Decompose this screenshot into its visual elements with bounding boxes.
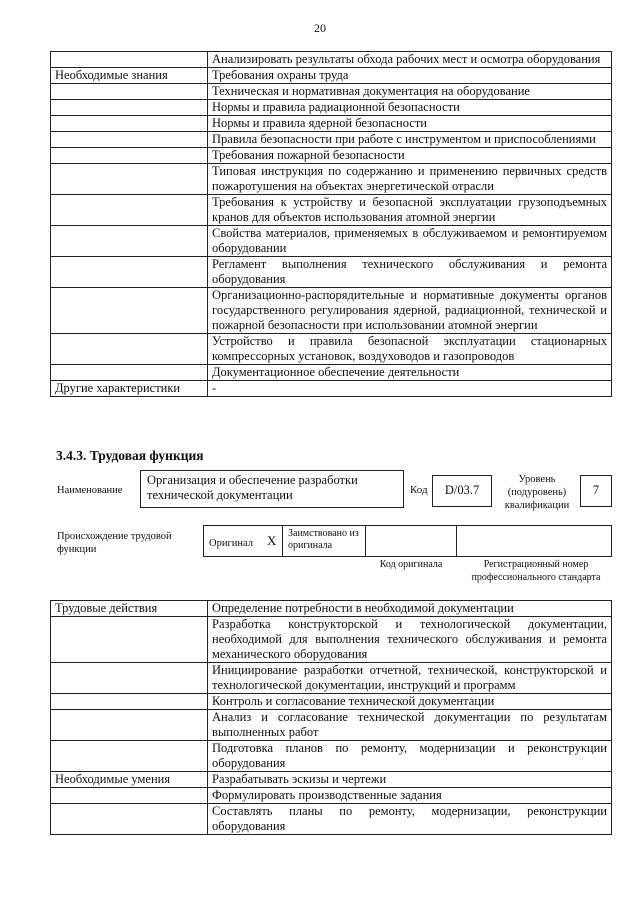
knowledge-item-cell: Правила безопасности при работе с инструментом и приспособлениями xyxy=(208,132,612,148)
actions-table xyxy=(50,600,612,835)
knowledge-item-cell: Требования охраны труда xyxy=(208,68,612,84)
knowledge-row xyxy=(51,195,612,226)
knowledge-item-cell: Документационное обеспечение деятельности xyxy=(208,365,612,381)
knowledge-category-cell xyxy=(51,334,208,365)
action-category-cell xyxy=(51,663,208,694)
action-category-cell xyxy=(51,804,208,835)
code-original-cell xyxy=(365,525,457,557)
knowledge-row xyxy=(51,334,612,365)
knowledge-row xyxy=(51,257,612,288)
action-row xyxy=(51,741,612,772)
knowledge-item-cell: Нормы и правила радиационной безопасности xyxy=(208,100,612,116)
knowledge-category-cell xyxy=(51,148,208,164)
knowledge-item-cell: Устройство и правила безопасной эксплуатации стационарных компрессорных установок, воздуховодов и газопроводов xyxy=(208,334,612,365)
action-item-cell: Анализ и согласование технической документации по результатам выполненных работ xyxy=(208,710,612,741)
action-row xyxy=(51,788,612,804)
action-category-cell xyxy=(51,694,208,710)
level-value: 7 xyxy=(592,483,600,497)
level-box xyxy=(580,475,612,507)
knowledge-item-cell: Организационно-распорядительные и нормативные документы органов государственного регулирования ядерной, радиационной, технической и пожарной безопасности при использовании атомной энергии xyxy=(208,288,612,334)
action-row xyxy=(51,772,612,788)
action-category-cell xyxy=(51,710,208,741)
level-label: Уровень (подуровень) квалификации xyxy=(504,474,570,511)
action-row xyxy=(51,710,612,741)
knowledge-item-cell: - xyxy=(208,381,612,397)
action-item-cell: Подготовка планов по ремонту, модернизации и реконструкции оборудования xyxy=(208,741,612,772)
action-category-cell xyxy=(51,788,208,804)
knowledge-row xyxy=(51,365,612,381)
action-category-cell: Трудовые действия xyxy=(51,601,208,617)
knowledge-category-cell xyxy=(51,257,208,288)
knowledge-category-cell xyxy=(51,288,208,334)
borrowed-cell xyxy=(282,525,366,557)
action-item-cell: Разработка конструкторской и технологической документации, необходимой для выполнения технического обслуживания и ремонта механического оборудования xyxy=(208,617,612,663)
knowledge-category-cell: Необходимые знания xyxy=(51,68,208,84)
function-name-value: Организация и обеспечение разработки технической документации xyxy=(147,473,358,502)
knowledge-row xyxy=(51,100,612,116)
knowledge-row xyxy=(51,116,612,132)
action-category-cell xyxy=(51,741,208,772)
action-row xyxy=(51,663,612,694)
page-number: 20 xyxy=(314,21,326,35)
knowledge-category-cell xyxy=(51,132,208,148)
original-cell xyxy=(203,525,283,557)
knowledge-row xyxy=(51,381,612,397)
action-row xyxy=(51,804,612,835)
knowledge-row xyxy=(51,68,612,84)
action-item-cell: Разрабатывать эскизы и чертежи xyxy=(208,772,612,788)
action-item-cell: Составлять планы по ремонту, модернизации, реконструкции оборудования xyxy=(208,804,612,835)
name-label: Наименование xyxy=(57,485,123,496)
action-item-cell: Контроль и согласование технической документации xyxy=(208,694,612,710)
function-name-box xyxy=(140,470,404,508)
knowledge-item-cell: Типовая инструкция по содержанию и применению первичных средств пожаротушения на объектах энергетической отрасли xyxy=(208,164,612,195)
knowledge-row xyxy=(51,148,612,164)
knowledge-row xyxy=(51,164,612,195)
action-row xyxy=(51,601,612,617)
knowledge-category-cell xyxy=(51,116,208,132)
action-item-cell: Определение потребности в необходимой документации xyxy=(208,601,612,617)
code-box xyxy=(432,475,492,507)
code-original-caption: Код оригинала xyxy=(379,559,443,570)
knowledge-row xyxy=(51,226,612,257)
action-row xyxy=(51,694,612,710)
reg-number-caption: Регистрационный номер профессионального стандарта xyxy=(471,559,601,583)
knowledge-item-cell: Регламент выполнения технического обслуживания и ремонта оборудования xyxy=(208,257,612,288)
code-label: Код xyxy=(410,484,428,496)
action-category-cell xyxy=(51,617,208,663)
knowledge-item-cell: Анализировать результаты обхода рабочих мест и осмотра оборудования xyxy=(208,52,612,68)
action-item-cell: Инициирование разработки отчетной, технической, конструкторской и технологической документации, инструкций и программ xyxy=(208,663,612,694)
reg-number-cell xyxy=(456,525,612,557)
knowledge-category-cell xyxy=(51,52,208,68)
action-category-cell: Необходимые умения xyxy=(51,772,208,788)
origin-label: Происхождение трудовой функции xyxy=(57,531,172,555)
knowledge-category-cell xyxy=(51,84,208,100)
action-row xyxy=(51,617,612,663)
knowledge-item-cell: Требования пожарной безопасности xyxy=(208,148,612,164)
knowledge-row xyxy=(51,52,612,68)
knowledge-category-cell xyxy=(51,195,208,226)
knowledge-category-cell xyxy=(51,226,208,257)
knowledge-category-cell xyxy=(51,164,208,195)
knowledge-category-cell: Другие характеристики xyxy=(51,381,208,397)
knowledge-table-body xyxy=(51,52,612,397)
knowledge-table xyxy=(50,51,612,397)
knowledge-item-cell: Свойства материалов, применяемых в обслуживаемом и ремонтируемом оборудовании xyxy=(208,226,612,257)
knowledge-category-cell xyxy=(51,100,208,116)
original-mark: X xyxy=(267,533,277,548)
knowledge-category-cell xyxy=(51,365,208,381)
knowledge-item-cell: Требования к устройству и безопасной эксплуатации грузоподъемных кранов для объектов использования атомной энергии xyxy=(208,195,612,226)
actions-table-body xyxy=(51,601,612,835)
borrowed-label: Заимствовано из оригинала xyxy=(288,528,359,551)
knowledge-item-cell: Нормы и правила ядерной безопасности xyxy=(208,116,612,132)
action-item-cell: Формулировать производственные задания xyxy=(208,788,612,804)
code-value: D/03.7 xyxy=(444,483,480,497)
knowledge-row xyxy=(51,288,612,334)
knowledge-row xyxy=(51,132,612,148)
section-title: 3.4.3. Трудовая функция xyxy=(56,448,204,463)
original-label: Оригинал xyxy=(209,538,253,549)
knowledge-item-cell: Техническая и нормативная документация на оборудование xyxy=(208,84,612,100)
knowledge-row xyxy=(51,84,612,100)
